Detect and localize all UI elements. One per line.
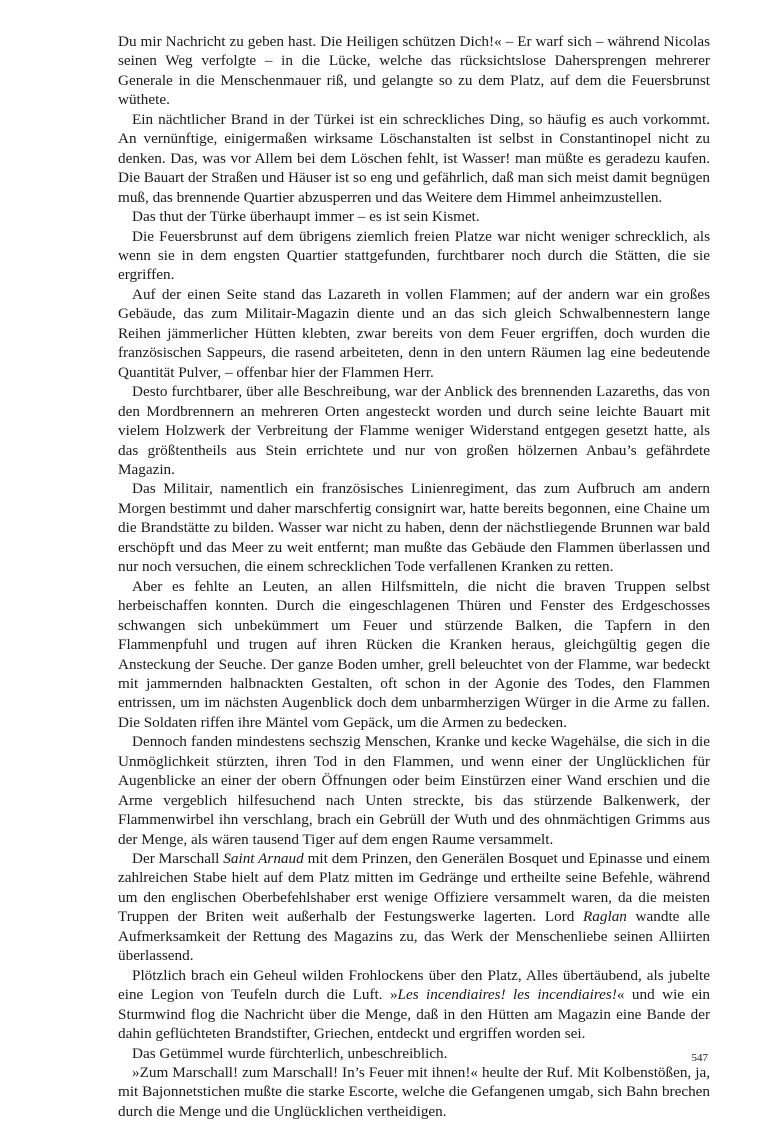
paragraph xyxy=(118,577,710,733)
paragraph xyxy=(118,849,710,966)
text-run: Dennoch fanden mindestens sechszig Menschen, Kranke und kecke Wagehälse, die sich in die Unmöglichkeit stürzten, ihren Tod in den Flammen, und wenn einer der Unglücklichen für Augenblicke an einer der obern Öffnungen oder beim Einstürzen einer Wand erschien und die Arme vergeblich hilfesuchend nach Unten streckte, bis das stürzende Balkenwerk, der Flammenwirbel ihn verschlang, brach ein Gebrüll der Wuth und des ohnmächtigen Grimms aus der Menge, als wären tausend Tiger auf dem engen Raume versammelt. xyxy=(118,733,710,848)
text-run: Das Militair, namentlich ein französisches Linienregiment, das zum Aufbruch am andern Morgen bestimmt und daher marschfertig consignirt war, hatte bereits begonnen, eine Chaine um die Brandstätte zu bilden. Wasser war nicht zu haben, denn der nächstliegende Brunnen war bald erschöpft und das Meer zu weit entfernt; man mußte das Gebäude den Flammen überlassen und nur noch versuchen, die einem schrecklichen Tode verfallenen Kranken zu retten. xyxy=(118,480,710,576)
text-run: Auf der einen Seite stand das Lazareth in vollen Flammen; auf der andern war ein großes Gebäude, das zum Militair-Magazin diente und an das sich gleich Schwalbennestern lange Reihen jämmerlicher Hütten klebten, zwar bereits von dem Feuer ergriffen, doch wurden die französischen Sappeurs, die rasend arbeiteten, denn in den untern Räumen lag eine bedeutende Quantität Pulver, – offenbar hier der Flammen Herr. xyxy=(118,285,710,381)
paragraph xyxy=(118,382,710,479)
paragraph xyxy=(118,1063,710,1121)
paragraph xyxy=(118,227,710,285)
body-text xyxy=(118,32,710,1121)
italic-text: Raglan xyxy=(583,908,627,926)
paragraph xyxy=(118,479,710,576)
paragraph xyxy=(118,207,710,226)
text-run: Die Feuersbrunst auf dem übrigens ziemlich freien Platze war nicht weniger schrecklich, als wenn sie in dem engsten Quartier stattgefunden, furchtbarer noch durch die Stätten, die sie ergriffen. xyxy=(118,227,710,284)
paragraph xyxy=(118,966,710,1044)
paragraph xyxy=(118,32,710,110)
text-run: Aber es fehlte an Leuten, an allen Hilfsmitteln, die nicht die braven Truppen selbst herbeischaffen konnten. Durch die eingeschlagenen Thüren und Fenster des Erdgeschosses schwangen sich unbekümmert um Feuer und stürzende Balken, die Tapfern in den Flammenpfuhl und trugen auf ihren Rücken die Kranken heraus, gleichgültig gegen die Ansteckung der Seuche. Der ganze Boden umher, grell beleuchtet von der Flamme, war bedeckt mit jammernden halbnackten Gestalten, oft schon in der Agonie des Todes, den Flammen entrissen, um im nächsten Augenblick doch dem unbarmherzigen Würger in die Arme zu fallen. Die Soldaten riffen ihre Mäntel vom Gepäck, um die Armen zu bedecken. xyxy=(118,577,710,731)
text-run: wandte alle Aufmerksamkeit der Rettung des Magazins zu, das Werk der Menschenliebe seinen Alliirten überlassend. xyxy=(118,908,710,965)
paragraph xyxy=(118,110,710,207)
text-run: « und wie ein Sturmwind flog die Nachricht über die Menge, daß in den Hütten am Magazin eine Bande der dahin geflüchteten Brandstifter, Griechen, entdeckt und ergriffen worden sei. xyxy=(118,986,711,1043)
text-run: mit dem Prinzen, den Generälen Bosquet und Epinasse und einem zahlreichen Stabe hielt auf dem Platz mitten im Gedränge und ertheilte seine Befehle, während um den englischen Oberbefehlshaber erst wenige Offiziere versammelt waren, da die meisten Truppen der Briten weit außerhalb der Festungswerke lagerten. Lord xyxy=(118,850,711,926)
text-run: Du mir Nachricht zu geben hast. Die Heiligen schützen Dich!« – Er warf sich – während Nicolas seinen Weg verfolgte – in die Lücke, welche das rücksichtslose Dahersprengen mehrerer Generale in die Menschenmauer riß, und gelangte so zu dem Platz, auf dem die Feuersbrunst wüthete. xyxy=(118,33,710,109)
text-run: Plötzlich brach ein Geheul wilden Frohlockens über den Platz, Alles übertäubend, als jubelte eine Legion von Teufeln durch die Luft. » xyxy=(118,966,710,1004)
text-run: Desto furchtbarer, über alle Beschreibung, war der Anblick des brennenden Lazareths, das von den Mordbrennern an mehreren Orten angesteckt worden und durch seine leichte Bauart mit vielem Holzwerk der Verbreitung der Flamme weniger Widerstand entgegen gesetzt hatte, als das größtentheils aus Stein errichtete und nur von großen hölzernen Anbau’s gefährdete Magazin. xyxy=(118,383,710,478)
italic-text: Les incendiaires! les incendiaires! xyxy=(397,986,617,1004)
text-run: Das Getümmel wurde fürchterlich, unbeschreiblich. xyxy=(132,1044,448,1062)
text-run: Ein nächtlicher Brand in der Türkei ist ein schreckliches Ding, so häufig es auch vorkommt. An vernünftige, einigermaßen wirksame Löschanstalten ist selbst in Constantinopel nicht zu denken. Das, was vor Allem bei dem Löschen fehlt, ist Wasser! man müßte es geradezu kaufen. Die Bauart der Straßen und Häuser ist so eng und gefährlich, daß man sich meist damit begnügen muß, das brennende Quartier abzusperren und das Weitere dem Himmel anheimzustellen. xyxy=(118,110,710,206)
paragraph xyxy=(118,1044,710,1063)
page-number: 547 xyxy=(691,1052,708,1064)
paragraph xyxy=(118,285,710,382)
italic-text: Saint Arnaud xyxy=(223,850,304,868)
text-run: Der Marschall xyxy=(132,850,224,868)
paragraph xyxy=(118,732,710,849)
text-run: »Zum Marschall! zum Marschall! In’s Feuer mit ihnen!« heulte der Ruf. Mit Kolbenstößen, ja, mit Bajonnetstichen mußte die starke Escorte, welche die Gefangenen umgab, sich Bahn brechen durch die Menge und die Unglücklichen vertheidigen. xyxy=(118,1064,710,1120)
text-run: Das thut der Türke überhaupt immer – es ist sein Kismet. xyxy=(132,208,480,226)
